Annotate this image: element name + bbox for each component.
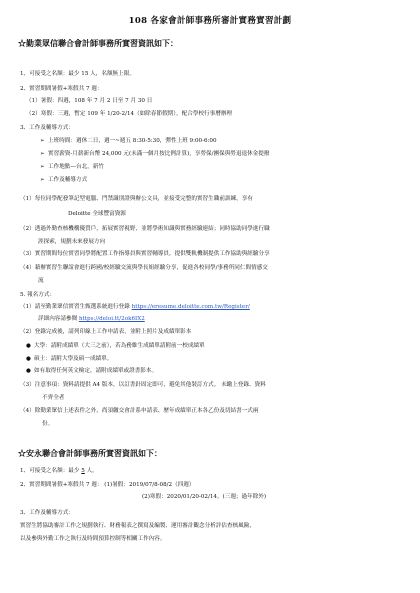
s1-item-5-4: （4）除勤業眾信上述表件之外，尚須繳交會計系申請表、歷年成績單正本各乙份及切結書一式兩 [20,408,259,414]
s1-bullet-4-text: 工作及輔導方式 [48,177,88,183]
s1-item-2-1: （1）暑假：四週，108 年 7 月 2 日至 7 月 30 日 [26,98,153,104]
s2-item-1-count: 5 [81,468,85,474]
arrow-bullet-icon: ➢ [40,138,45,144]
s1-item-1: 1、可接受之名額：最少 15 人，名額無上限。 [20,71,135,77]
s1-bullet-3-text: 工作地點—台北，新竹 [48,164,104,170]
s1-dot-1-text: 大學：請附成績單（大三之前），若為務維生成績單請附前一校成績單 [34,343,205,349]
s1-dot-2-text: 碩士：請附大學及碩一成績單。 [34,356,113,362]
s1-dot-1 [26,343,205,350]
s1-item-2-2: （2）寒假：三週，暫定 109 年 1/20-2/14（如除春節假期），配合學校行事曆辦理 [26,111,233,117]
s1-item-3-2-cont: 涯探索，規劃未來發展方向 [38,239,106,245]
section-1-heading: ☆勤業眾信聯合會計師事務所實習資訊如下： [18,38,178,48]
s1-dot-3-text: 如有取得任何英文檢定，請附成績單或證書影本。 [34,368,158,374]
dot-bullet-icon: ● [26,368,31,374]
s2-item-1-text: 1、可接受之名額：最少 [20,468,82,474]
s1-bullet-2-text: 實習薪資-月薪新台幣 24,000 元(未滿一個月按比例計算)，享勞保/團保與勞退退休金提撥 [48,151,270,157]
s1-item-3-1-cont: Deloitte 全球豐富資源 [68,211,126,217]
s1-item-5-3-cont: 不齊全者 [42,395,65,401]
arrow-bullet-icon: ➢ [40,164,45,170]
s1-dot-2 [26,356,112,363]
s1-dot-3 [26,368,157,375]
s1-item-5-1-cont [38,316,145,323]
arrow-bullet-icon: ➢ [40,151,45,157]
s2-desc-2: 以及參與外勤工作之執行及時間預算控制等相關工作內容。 [20,536,166,542]
s1-item-3-2: （2）透過外勤查核機構優質戶，拓展實習視野，並將學術知識與實務經驗連結；同時協助同學進行職 [20,226,270,232]
s1-item-5-3: （3）注意事項：資料請提供 A4 版本，以訂書針固定即可，避免其他裝訂方式。 未繳上登錄、資料 [20,382,266,388]
s1-item-5-2: （2）登錄完成後，請列印線上工作申請表，並附上照片及成績單影本 [20,329,192,335]
s1-item-5: 5. 報名方式： [20,292,56,298]
dot-bullet-icon: ● [26,343,31,349]
s1-item-2: 2、實習期間暑假+寒假共 7 週： [20,86,103,92]
s1-item-5-1-cont-text: 詳細內容請參閱 [38,316,79,322]
s2-item-2: 2、實習期間暑假+寒假共 7 週： (1)暑假：2019/07/8-08/2（四週） [20,482,195,488]
s1-item-5-4-cont: 份。 [42,421,54,427]
s1-item-3-4-cont: 流 [38,278,44,284]
dot-bullet-icon: ● [26,356,31,362]
s1-bullet-4 [40,177,87,184]
s2-item-3: 3、工作及輔導方式： [20,510,74,516]
s1-bullet-1-text: 上班時間：週休二日，週一~週五 8:30-5:30，彈性上班 9:00-6:00 [48,138,217,144]
s2-desc-1: 實習生將協助審計工作之規劃執行、財務報表之撰寫及編製、運用審計觀念分析評估查核風險， [20,523,255,529]
document-title: 108 各家會計師事務所審計實務實習計劃 [128,16,292,26]
s1-item-5-1-text: （1）請至勤業眾信實習生甄選系統進行登錄 [20,304,132,310]
s2-item-2-b: (2)寒假：2020/01/20-02/14。(三週；過年除外) [142,494,267,500]
section-2-heading: ☆安永聯合會計師事務所實習資訊如下： [18,448,162,458]
arrow-bullet-icon: ➢ [40,177,45,183]
s1-item-3-4: （4）藉辦實習生聯誼會進行跨國/校經驗交流與學長姐經驗分享，促進各校同學/事務所同仁間情感交 [20,265,268,271]
s1-bullet-1 [40,138,217,145]
s1-item-5-1 [20,304,250,311]
s1-bullet-3 [40,164,104,171]
short-link[interactable]: https://deloi.tt/2ok6IX2 [78,316,145,322]
s2-item-1-end: 人。 [84,468,98,474]
s1-bullet-2 [40,151,269,158]
s1-item-3: 3、工作及輔導方式： [20,125,74,131]
s1-item-3-3: （3）實習期間每位實習同學將配置工作指導員與實習輔導員，提供雙軌機制提供工作協助與經驗分享 [20,251,270,257]
s1-item-3-1: （1）每位同學配發筆記型電腦、門禁識別證與辦公文具，並接受完整的實習生職前訓練，享有 [20,196,253,202]
eresume-link[interactable]: https://eresume.deloitte.com.tw/Register/ [131,304,250,310]
s2-item-1 [20,468,98,475]
